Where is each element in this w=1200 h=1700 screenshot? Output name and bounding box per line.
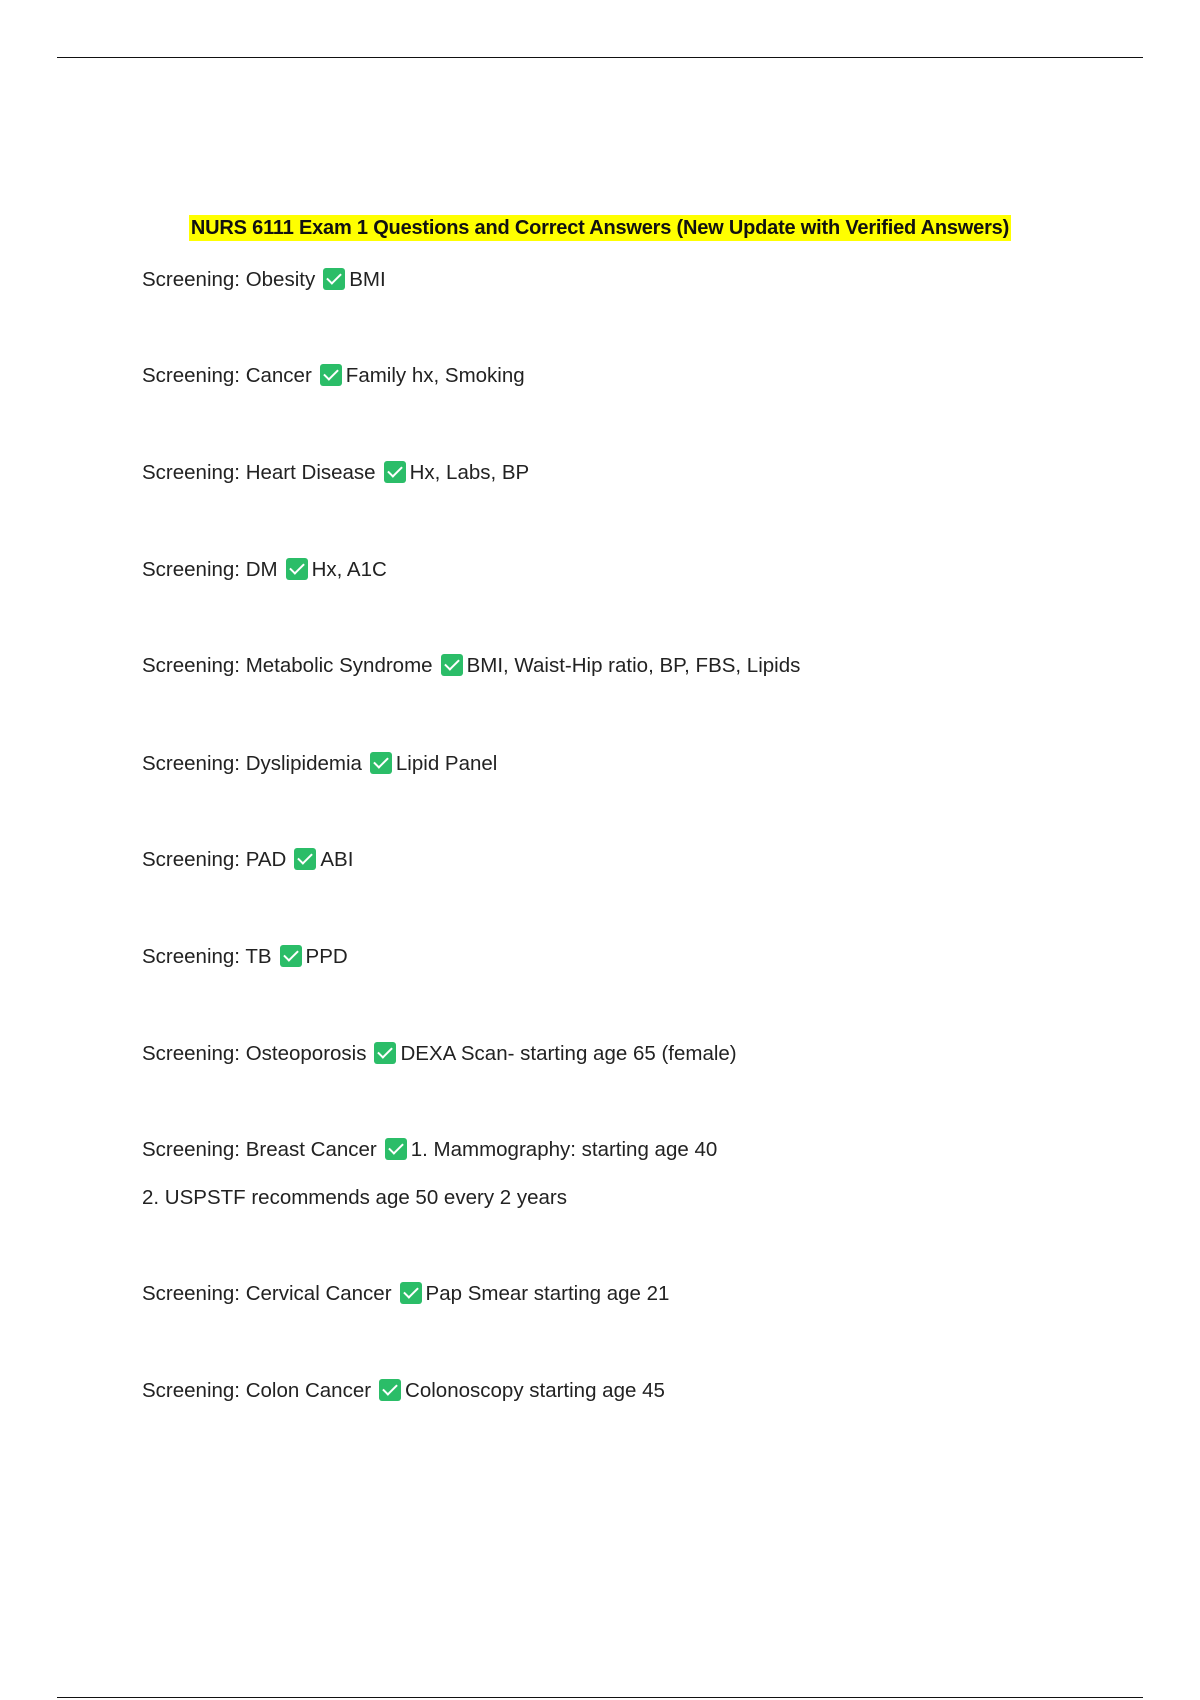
check-mark-icon (294, 848, 316, 870)
check-mark-icon (374, 1042, 396, 1064)
answer-text: Pap Smear starting age 21 (425, 1282, 670, 1305)
answer-text: BMI, Waist-Hip ratio, BP, FBS, Lipids (466, 654, 801, 677)
answer-text: Lipid Panel (395, 752, 498, 775)
check-mark-icon (385, 1138, 407, 1160)
answer-text: 1. Mammography: starting age 40 (410, 1138, 718, 1161)
question-text: Screening: Colon Cancer (142, 1379, 372, 1402)
answer-text: ABI (320, 848, 354, 871)
qa-item-pad (142, 847, 353, 873)
question-text: Screening: PAD (142, 848, 287, 871)
qa-item-colon-cancer (142, 1378, 665, 1404)
qa-item-tb (142, 944, 348, 970)
check-mark-icon (441, 654, 463, 676)
question-text: Screening: TB (142, 945, 272, 968)
check-mark-icon (320, 364, 342, 386)
question-text: Screening: Cervical Cancer (142, 1282, 392, 1305)
qa-item-heart-disease (142, 460, 529, 486)
check-mark-icon (379, 1379, 401, 1401)
document-title: NURS 6111 Exam 1 Questions and Correct Answers (New Update with Verified Answers) (190, 217, 1010, 239)
footer-rule (57, 1697, 1143, 1698)
question-text: Screening: DM (142, 558, 278, 581)
check-mark-icon (286, 558, 308, 580)
answer-text: Family hx, Smoking (345, 364, 525, 387)
question-text: Screening: Heart Disease (142, 461, 376, 484)
check-mark-icon (323, 268, 345, 290)
qa-item-osteoporosis (142, 1041, 737, 1067)
check-mark-icon (280, 945, 302, 967)
check-mark-icon (370, 752, 392, 774)
qa-item-cancer (142, 363, 525, 389)
qa-item-cervical-cancer (142, 1281, 669, 1307)
answer-text: BMI (349, 268, 386, 291)
question-text: Screening: Cancer (142, 364, 312, 387)
answer-continuation: 2. USPSTF recommends age 50 every 2 years (142, 1186, 567, 1209)
title-block (0, 215, 1200, 241)
check-mark-icon (400, 1282, 422, 1304)
qa-item-dm (142, 557, 387, 583)
question-text: Screening: Dyslipidemia (142, 752, 362, 775)
check-mark-icon (384, 461, 406, 483)
qa-item-metabolic-syndrome (142, 653, 800, 679)
qa-item-breast-cancer (142, 1137, 717, 1163)
answer-text: Hx, Labs, BP (409, 461, 530, 484)
question-text: Screening: Metabolic Syndrome (142, 654, 433, 677)
header-rule (57, 57, 1143, 58)
answer-text: PPD (305, 945, 348, 968)
qa-item-dyslipidemia (142, 751, 497, 777)
answer-text: Colonoscopy starting age 45 (405, 1379, 665, 1402)
question-text: Screening: Breast Cancer (142, 1138, 377, 1161)
question-text: Screening: Osteoporosis (142, 1042, 367, 1065)
question-text: Screening: Obesity (142, 268, 316, 291)
answer-text: DEXA Scan- starting age 65 (female) (400, 1042, 737, 1065)
qa-item-obesity (142, 267, 386, 293)
answer-text: Hx, A1C (311, 558, 387, 581)
